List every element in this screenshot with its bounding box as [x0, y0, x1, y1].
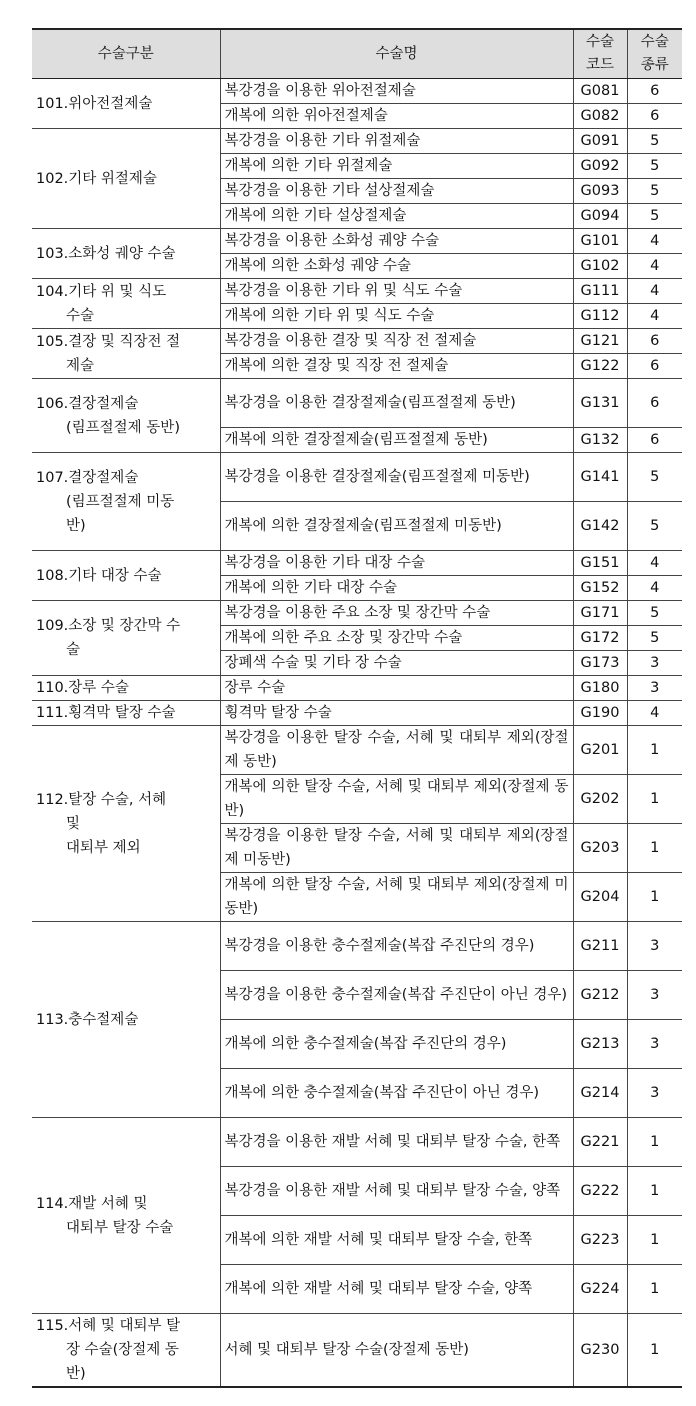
header-kind: [627, 29, 682, 79]
surgery-name-cell: 개복에 의한 탈장 수술, 서혜 및 대퇴부 제외(장절제 미동반): [220, 873, 573, 922]
surgery-name-cell: 개복에 의한 재발 서혜 및 대퇴부 탈장 수술, 한쪽: [220, 1216, 573, 1265]
table-row: [32, 229, 682, 254]
surgery-code-cell: G102: [573, 254, 627, 279]
surgery-name-cell: 개복에 의한 기타 위절제술: [220, 154, 573, 179]
surgery-code-cell: G222: [573, 1167, 627, 1216]
surgery-code-cell: G172: [573, 626, 627, 651]
category-line: 113.충수절제술: [36, 1011, 139, 1028]
surgery-code-cell: G213: [573, 1020, 627, 1069]
table-row: [32, 79, 682, 104]
surgery-name-cell: 개복에 의한 위아전절제술: [220, 104, 573, 129]
category-line: 109.소장 및 장간막 수: [36, 618, 181, 634]
surgery-name-cell: 서혜 및 대퇴부 탈장 수술(장절제 동반): [220, 1314, 573, 1388]
table-row: [32, 1314, 682, 1388]
header-kind-line2: 종류: [640, 57, 669, 73]
surgery-name-cell: 개복에 의한 탈장 수술, 서혜 및 대퇴부 제외(장절제 동반): [220, 775, 573, 824]
surgery-code-cell: G122: [573, 354, 627, 379]
table-row: [32, 726, 682, 775]
category-line: 106.결장절제술: [36, 395, 139, 412]
surgery-name-cell: 복강경을 이용한 기타 대장 수술: [220, 551, 573, 576]
surgery-kind-cell: 1: [627, 1314, 682, 1388]
surgery-code-cell: G214: [573, 1069, 627, 1118]
table-row: [32, 601, 682, 626]
surgery-kind-cell: 5: [627, 502, 682, 551]
category-line: 110.장루 수술: [36, 680, 129, 696]
surgery-kind-cell: 4: [627, 254, 682, 279]
surgery-code-cell: G131: [573, 379, 627, 428]
surgery-code-cell: G171: [573, 601, 627, 626]
surgery-code-cell: G152: [573, 576, 627, 601]
surgery-kind-cell: 5: [627, 154, 682, 179]
surgery-kind-cell: 1: [627, 1118, 682, 1167]
surgery-code-cell: G173: [573, 651, 627, 676]
surgery-code-cell: G111: [573, 279, 627, 304]
surgery-kind-cell: 4: [627, 229, 682, 254]
surgery-kind-cell: 1: [627, 824, 682, 873]
surgery-name-cell: 복강경을 이용한 충수절제술(복잡 주진단의 경우): [220, 922, 573, 971]
surgery-name-cell: 복강경을 이용한 기타 위절제술: [220, 129, 573, 154]
category-line: 111.횡격막 탈장 수술: [36, 705, 176, 721]
surgery-name-cell: 개복에 의한 기타 대장 수술: [220, 576, 573, 601]
header-category: 수술구분: [32, 29, 220, 79]
category-line: (림프절절제 미동: [66, 493, 175, 510]
surgery-code-cell: G204: [573, 873, 627, 922]
surgery-code-cell: G094: [573, 204, 627, 229]
surgery-kind-cell: 3: [627, 971, 682, 1020]
surgery-code-cell: G101: [573, 229, 627, 254]
category-line: 반): [66, 517, 86, 534]
category-line: 장 수술(장절제 동: [66, 1342, 179, 1358]
category-line: 술: [66, 642, 81, 658]
surgery-name-cell: 복강경을 이용한 재발 서혜 및 대퇴부 탈장 수술, 한쪽: [220, 1118, 573, 1167]
surgery-name-cell: 복강경을 이용한 주요 소장 및 장간막 수술: [220, 601, 573, 626]
category-line: 115.서혜 및 대퇴부 탈: [36, 1318, 181, 1334]
surgery-code-cell: G180: [573, 676, 627, 701]
surgery-kind-cell: 3: [627, 676, 682, 701]
surgery-name-cell: 장루 수술: [220, 676, 573, 701]
category-cell: [32, 79, 220, 129]
header-code-line2: 코드: [585, 57, 614, 73]
table-row: [32, 279, 682, 304]
surgery-kind-cell: 4: [627, 701, 682, 726]
surgery-code-cell: G093: [573, 179, 627, 204]
surgery-name-cell: 개복에 의한 결장절제술(림프절절제 동반): [220, 428, 573, 453]
table-row: [32, 379, 682, 428]
category-line: 114.재발 서혜 및: [36, 1195, 148, 1212]
table-row: [32, 701, 682, 726]
table-row: [32, 676, 682, 701]
surgery-table: [32, 28, 682, 1388]
surgery-code-cell: G223: [573, 1216, 627, 1265]
table-row: [32, 329, 682, 354]
category-cell: [32, 601, 220, 676]
surgery-kind-cell: 4: [627, 279, 682, 304]
surgery-code-cell: G081: [573, 79, 627, 104]
surgery-code-cell: G141: [573, 453, 627, 502]
category-cell: [32, 329, 220, 379]
header-name: 수술명: [220, 29, 573, 79]
surgery-name-cell: 개복에 의한 결장 및 직장 전 절제술: [220, 354, 573, 379]
category-line: 101.위아전절제술: [36, 95, 153, 112]
surgery-name-cell: 복강경을 이용한 기타 설상절제술: [220, 179, 573, 204]
surgery-code-cell: G142: [573, 502, 627, 551]
table-row: [32, 1118, 682, 1167]
surgery-kind-cell: 5: [627, 129, 682, 154]
category-line: 107.결장절제술: [36, 469, 139, 486]
surgery-name-cell: 개복에 의한 결장절제술(림프절절제 미동반): [220, 502, 573, 551]
surgery-code-cell: G202: [573, 775, 627, 824]
surgery-kind-cell: 1: [627, 726, 682, 775]
surgery-name-cell: 복강경을 이용한 탈장 수술, 서혜 및 대퇴부 제외(장절제 미동반): [220, 824, 573, 873]
surgery-name-cell: 복강경을 이용한 결장절제술(림프절절제 동반): [220, 379, 573, 428]
surgery-code-cell: G230: [573, 1314, 627, 1388]
surgery-name-cell: 횡격막 탈장 수술: [220, 701, 573, 726]
category-cell: [32, 922, 220, 1118]
surgery-kind-cell: 4: [627, 551, 682, 576]
surgery-name-cell: 복강경을 이용한 탈장 수술, 서혜 및 대퇴부 제외(장절제 동반): [220, 726, 573, 775]
surgery-kind-cell: 5: [627, 453, 682, 502]
category-line: 112.탈장 수술, 서혜: [36, 791, 167, 808]
surgery-kind-cell: 1: [627, 1216, 682, 1265]
header-kind-line1: 수술: [640, 34, 669, 50]
category-cell: [32, 726, 220, 922]
surgery-kind-cell: 6: [627, 428, 682, 453]
surgery-name-cell: 개복에 의한 소화성 궤양 수술: [220, 254, 573, 279]
header-code-line1: 수술: [585, 34, 614, 50]
surgery-kind-cell: 3: [627, 1020, 682, 1069]
category-cell: [32, 701, 220, 726]
surgery-name-cell: 복강경을 이용한 충수절제술(복잡 주진단이 아닌 경우): [220, 971, 573, 1020]
surgery-kind-cell: 5: [627, 626, 682, 651]
surgery-name-cell: 복강경을 이용한 결장 및 직장 전 절제술: [220, 329, 573, 354]
surgery-code-cell: G132: [573, 428, 627, 453]
surgery-name-cell: 장폐색 수술 및 기타 장 수술: [220, 651, 573, 676]
surgery-name-cell: 복강경을 이용한 위아전절제술: [220, 79, 573, 104]
category-cell: [32, 279, 220, 329]
category-cell: [32, 129, 220, 229]
surgery-code-cell: G201: [573, 726, 627, 775]
surgery-code-cell: G091: [573, 129, 627, 154]
surgery-kind-cell: 6: [627, 79, 682, 104]
surgery-code-cell: G221: [573, 1118, 627, 1167]
surgery-code-cell: G112: [573, 304, 627, 329]
surgery-code-cell: G121: [573, 329, 627, 354]
surgery-name-cell: 개복에 의한 기타 위 및 식도 수술: [220, 304, 573, 329]
category-line: 108.기타 대장 수술: [36, 567, 162, 584]
header-code: [573, 29, 627, 79]
category-line: 제술: [66, 357, 95, 374]
surgery-kind-cell: 5: [627, 179, 682, 204]
category-line: 반): [66, 1366, 86, 1382]
surgery-kind-cell: 1: [627, 1167, 682, 1216]
surgery-name-cell: 개복에 의한 충수절제술(복잡 주진단의 경우): [220, 1020, 573, 1069]
surgery-code-cell: G092: [573, 154, 627, 179]
surgery-kind-cell: 1: [627, 873, 682, 922]
table-row: [32, 551, 682, 576]
surgery-code-cell: G224: [573, 1265, 627, 1314]
surgery-name-cell: 개복에 의한 재발 서혜 및 대퇴부 탈장 수술, 양쪽: [220, 1265, 573, 1314]
surgery-name-cell: 복강경을 이용한 소화성 궤양 수술: [220, 229, 573, 254]
surgery-kind-cell: 3: [627, 651, 682, 676]
category-cell: [32, 379, 220, 453]
surgery-kind-cell: 4: [627, 304, 682, 329]
category-line: 대퇴부 제외: [66, 839, 141, 856]
category-line: 수술: [66, 307, 95, 324]
category-line: 103.소화성 궤양 수술: [36, 245, 176, 262]
surgery-code-cell: G190: [573, 701, 627, 726]
surgery-code-cell: G151: [573, 551, 627, 576]
category-cell: [32, 1314, 220, 1388]
surgery-kind-cell: 1: [627, 775, 682, 824]
surgery-name-cell: 복강경을 이용한 기타 위 및 식도 수술: [220, 279, 573, 304]
surgery-name-cell: 개복에 의한 기타 설상절제술: [220, 204, 573, 229]
surgery-code-cell: G212: [573, 971, 627, 1020]
category-cell: [32, 229, 220, 279]
surgery-name-cell: 복강경을 이용한 재발 서혜 및 대퇴부 탈장 수술, 양쪽: [220, 1167, 573, 1216]
surgery-code-cell: G082: [573, 104, 627, 129]
surgery-code-cell: G203: [573, 824, 627, 873]
table-row: [32, 453, 682, 502]
category-line: 및: [66, 815, 81, 832]
category-line: 104.기타 위 및 식도: [36, 283, 167, 300]
surgery-code-cell: G211: [573, 922, 627, 971]
category-line: (림프절절제 동반): [66, 419, 180, 436]
category-line: 102.기타 위절제술: [36, 170, 157, 187]
category-cell: [32, 453, 220, 551]
surgery-kind-cell: 1: [627, 1265, 682, 1314]
surgery-kind-cell: 5: [627, 204, 682, 229]
surgery-kind-cell: 6: [627, 329, 682, 354]
table-row: [32, 129, 682, 154]
category-cell: [32, 1118, 220, 1314]
surgery-kind-cell: 5: [627, 601, 682, 626]
surgery-name-cell: 개복에 의한 충수절제술(복잡 주진단이 아닌 경우): [220, 1069, 573, 1118]
surgery-name-cell: 복강경을 이용한 결장절제술(림프절절제 미동반): [220, 453, 573, 502]
category-cell: [32, 676, 220, 701]
header-row: [32, 29, 682, 79]
surgery-kind-cell: 6: [627, 104, 682, 129]
surgery-kind-cell: 6: [627, 354, 682, 379]
table-body: [32, 79, 682, 1388]
surgery-name-cell: 개복에 의한 주요 소장 및 장간막 수술: [220, 626, 573, 651]
category-line: 105.결장 및 직장전 절: [36, 333, 181, 350]
surgery-kind-cell: 3: [627, 922, 682, 971]
table-row: [32, 922, 682, 971]
surgery-kind-cell: 3: [627, 1069, 682, 1118]
surgery-kind-cell: 6: [627, 379, 682, 428]
surgery-kind-cell: 4: [627, 576, 682, 601]
category-line: 대퇴부 탈장 수술: [66, 1219, 174, 1236]
category-cell: [32, 551, 220, 601]
